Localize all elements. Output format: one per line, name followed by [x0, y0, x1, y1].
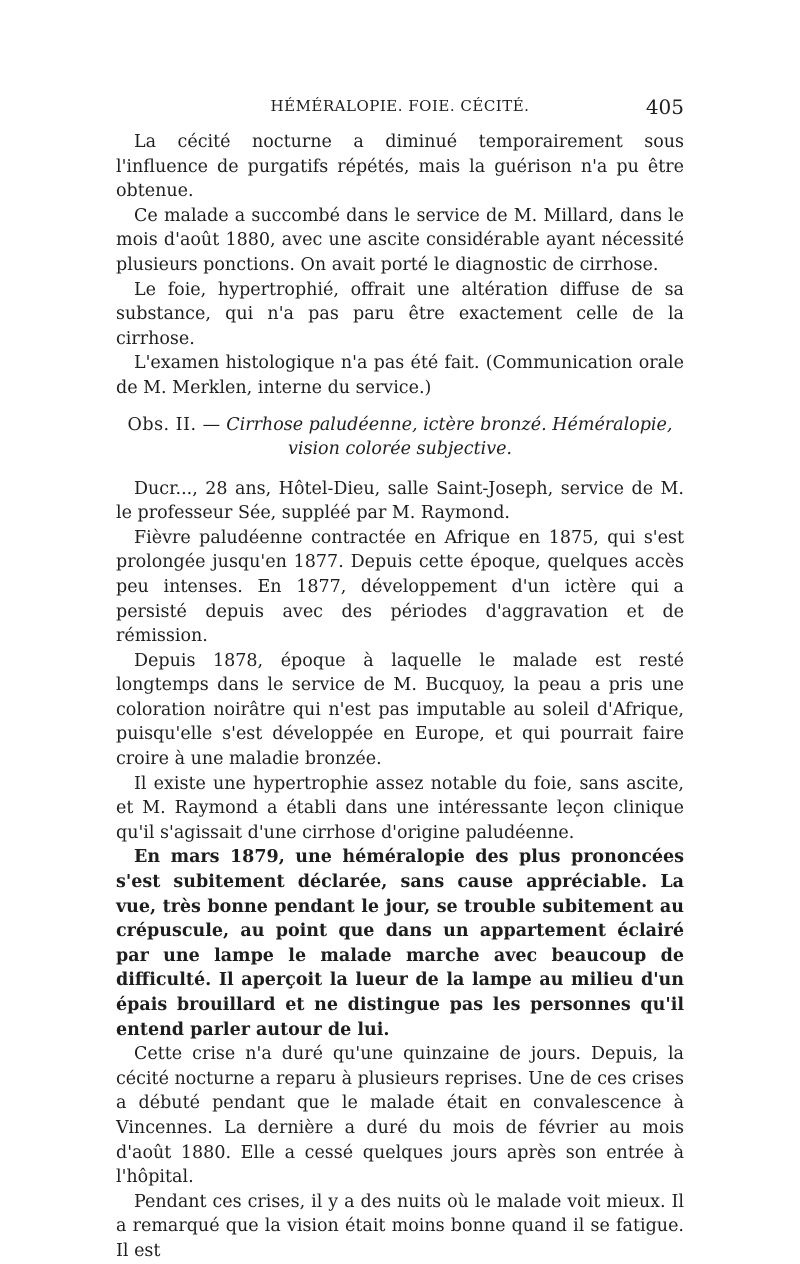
- body-text: [116, 130, 684, 1264]
- observation-heading: [116, 413, 684, 461]
- paragraph: L'examen histologique n'a pas été fait. (Communication orale de M. Merklen, interne du service.): [116, 353, 684, 398]
- observation-title: Cirrhose paludéenne, ictère bronzé. Héméralopie, vision colorée subjective.: [226, 414, 673, 459]
- running-head: [116, 97, 684, 123]
- paragraph: La cécité nocturne a diminué temporairement sous l'influence de purgatifs répétés, mais la guérison n'a pu être obtenue.: [116, 132, 684, 202]
- paragraph: Le foie, hypertrophié, offrait une altération diffuse de sa substance, qui n'a pas paru être exactement celle de la cirrhose.: [116, 279, 684, 349]
- paragraph: Cette crise n'a duré qu'une quinzaine de jours. Depuis, la cécité nocturne a reparu à plusieurs reprises. Une de ces crises a débuté pendant que le malade était en convalescence à Vincennes. La dernière a duré du mois de février au mois d'août 1880. Elle a cessé quelques jours après son entrée à l'hôpital.: [116, 1044, 684, 1188]
- paragraph: Fièvre paludéenne contractée en Afrique en 1875, qui s'est prolongée jusqu'en 1877. Depuis cette époque, quelques accès peu intenses. En 1877, développement d'un ictère qui a persisté depuis avec des périodes d'aggravation et de rémission.: [116, 527, 684, 647]
- paragraph: Depuis 1878, époque à laquelle le malade est resté longtemps dans le service de M. Bucquoy, la peau a pris une coloration noirâtre qui n'est pas imputable au soleil d'Afrique, puisqu'elle s'est développée en Europe, et qui pourrait faire croire à une maladie bronzée.: [116, 650, 684, 770]
- paragraph: En mars 1879, une héméralopie des plus prononcées s'est subitement déclarée, sans cause appréciable. La vue, très bonne pendant le jour, se trouble subitement au crépuscule, au point que dans un appartement éclairé par une lampe le malade marche avec beaucoup de difficulté. Il aperçoit la lueur de la lampe au milieu d'un épais brouillard et ne distingue pas les personnes qu'il entend parler autour de lui.: [116, 847, 684, 1040]
- paragraph: Pendant ces crises, il y a des nuits où le malade voit mieux. Il a remarqué que la vision était moins bonne quand il se fatigue. Il est: [116, 1191, 684, 1261]
- paragraph: Il existe une hypertrophie assez notable du foie, sans ascite, et M. Raymond a établi dans une intéressante leçon clinique qu'il s'agissait d'une cirrhose d'origine paludéenne.: [116, 773, 684, 843]
- running-title: HÉMÉRALOPIE. FOIE. CÉCITÉ.: [270, 97, 530, 115]
- paragraph: Ducr..., 28 ans, Hôtel-Dieu, salle Saint-Joseph, service de M. le professeur Sée, suppléé par M. Raymond.: [116, 478, 684, 524]
- observation-label: Obs. II. —: [127, 414, 221, 435]
- page-number: 405: [645, 95, 684, 119]
- paragraph: Ce malade a succombé dans le service de M. Millard, dans le mois d'août 1880, avec une ascite considérable ayant nécessité plusieurs ponctions. On avait porté le diagnostic de cirrhose.: [116, 205, 684, 275]
